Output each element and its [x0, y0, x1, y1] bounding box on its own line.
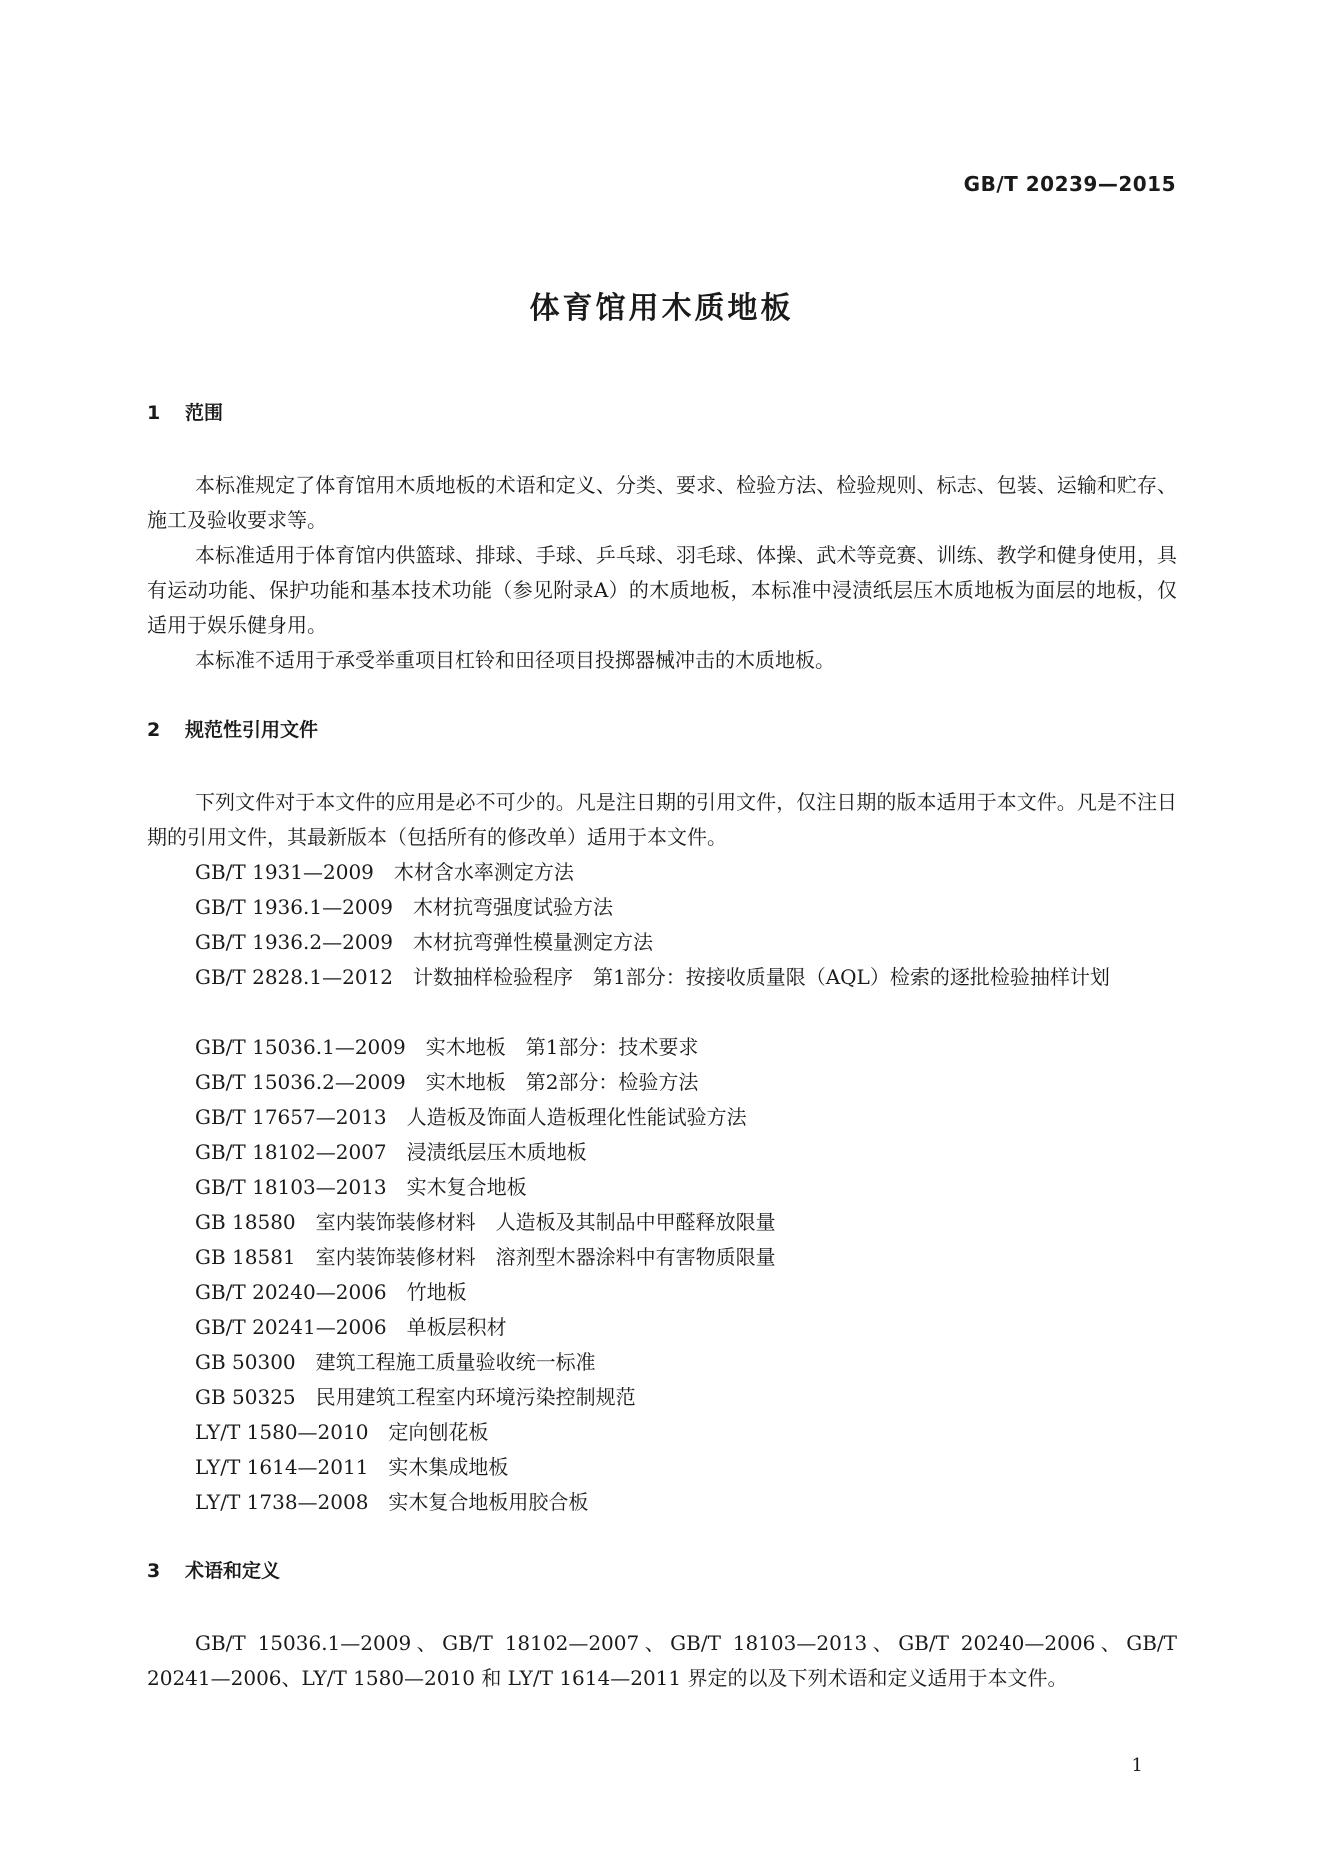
reference-item: LY/T 1738—2008 实木复合地板用胶合板: [195, 1490, 589, 1514]
paragraph: 本标准规定了体育馆用木质地板的术语和定义、分类、要求、检验方法、检验规则、标志、包装、运输和贮存、施工及验收要求等。: [147, 473, 1177, 532]
page-number: 1: [1131, 1755, 1143, 1776]
section-title: 术语和定义: [185, 1560, 281, 1582]
paragraph: 本标准适用于体育馆内供篮球、排球、手球、乒乓球、羽毛球、体操、武术等竞赛、训练、教学和健身使用，具有运动功能、保护功能和基本技术功能（参见附录A）的木质地板，本标准中浸渍纸层压木质地板为面层的地板，仅适用于娱乐健身用。: [147, 543, 1177, 637]
document-title: 体育馆用木质地板: [529, 291, 794, 326]
reference-item: GB/T 1931—2009 木材含水率测定方法: [195, 860, 574, 884]
section-number: 2: [147, 719, 161, 741]
section-number: 1: [147, 402, 161, 424]
section-title: 范围: [185, 402, 224, 424]
reference-item: GB/T 15036.1—2009 实木地板 第1部分：技术要求: [195, 1035, 699, 1059]
reference-item: GB/T 1936.2—2009 木材抗弯弹性模量测定方法: [195, 930, 653, 954]
reference-item: GB/T 1936.1—2009 木材抗弯强度试验方法: [195, 895, 613, 919]
reference-item: GB 18580 室内装饰装修材料 人造板及其制品中甲醛释放限量: [195, 1210, 776, 1234]
reference-item: GB/T 2828.1—2012 计数抽样检验程序 第1部分：按接收质量限（AQL）检索的逐批检验抽样计划: [195, 965, 1110, 989]
reference-item: LY/T 1614—2011 实木集成地板: [195, 1455, 509, 1479]
section-title: 规范性引用文件: [185, 719, 319, 741]
standard-number: GB/T 20239—2015: [963, 172, 1176, 196]
reference-item: GB/T 20240—2006 竹地板: [195, 1280, 467, 1304]
reference-item: GB/T 17657—2013 人造板及饰面人造板理化性能试验方法: [195, 1105, 747, 1129]
section-1-heading: [147, 398, 223, 425]
paragraph: GB/T 15036.1—2009、GB/T 18102—2007、GB/T 18103—2013、GB/T 20240—2006、GB/T 20241—2006、LY/T 1580—2010 和 LY/T 1614—2011 界定的以及下列术语和定义适用于本文件。: [147, 1631, 1177, 1690]
reference-item: LY/T 1580—2010 定向刨花板: [195, 1420, 489, 1444]
paragraph: 下列文件对于本文件的应用是必不可少的。凡是注日期的引用文件，仅注日期的版本适用于本文件。凡是不注日期的引用文件，其最新版本（包括所有的修改单）适用于本文件。: [147, 790, 1177, 849]
reference-item: GB/T 18103—2013 实木复合地板: [195, 1175, 527, 1199]
paragraph: 本标准不适用于承受举重项目杠铃和田径项目投掷器械冲击的木质地板。: [195, 648, 835, 672]
reference-item: GB 18581 室内装饰装修材料 溶剂型木器涂料中有害物质限量: [195, 1245, 776, 1269]
section-3-heading: [147, 1556, 280, 1583]
section-2-heading: [147, 715, 318, 742]
reference-item: GB 50325 民用建筑工程室内环境污染控制规范: [195, 1385, 636, 1409]
reference-item: GB/T 15036.2—2009 实木地板 第2部分：检验方法: [195, 1070, 699, 1094]
reference-item: GB/T 20241—2006 单板层积材: [195, 1315, 507, 1339]
reference-item: GB/T 18102—2007 浸渍纸层压木质地板: [195, 1140, 587, 1164]
section-number: 3: [147, 1560, 161, 1582]
reference-item: GB 50300 建筑工程施工质量验收统一标准: [195, 1350, 596, 1374]
